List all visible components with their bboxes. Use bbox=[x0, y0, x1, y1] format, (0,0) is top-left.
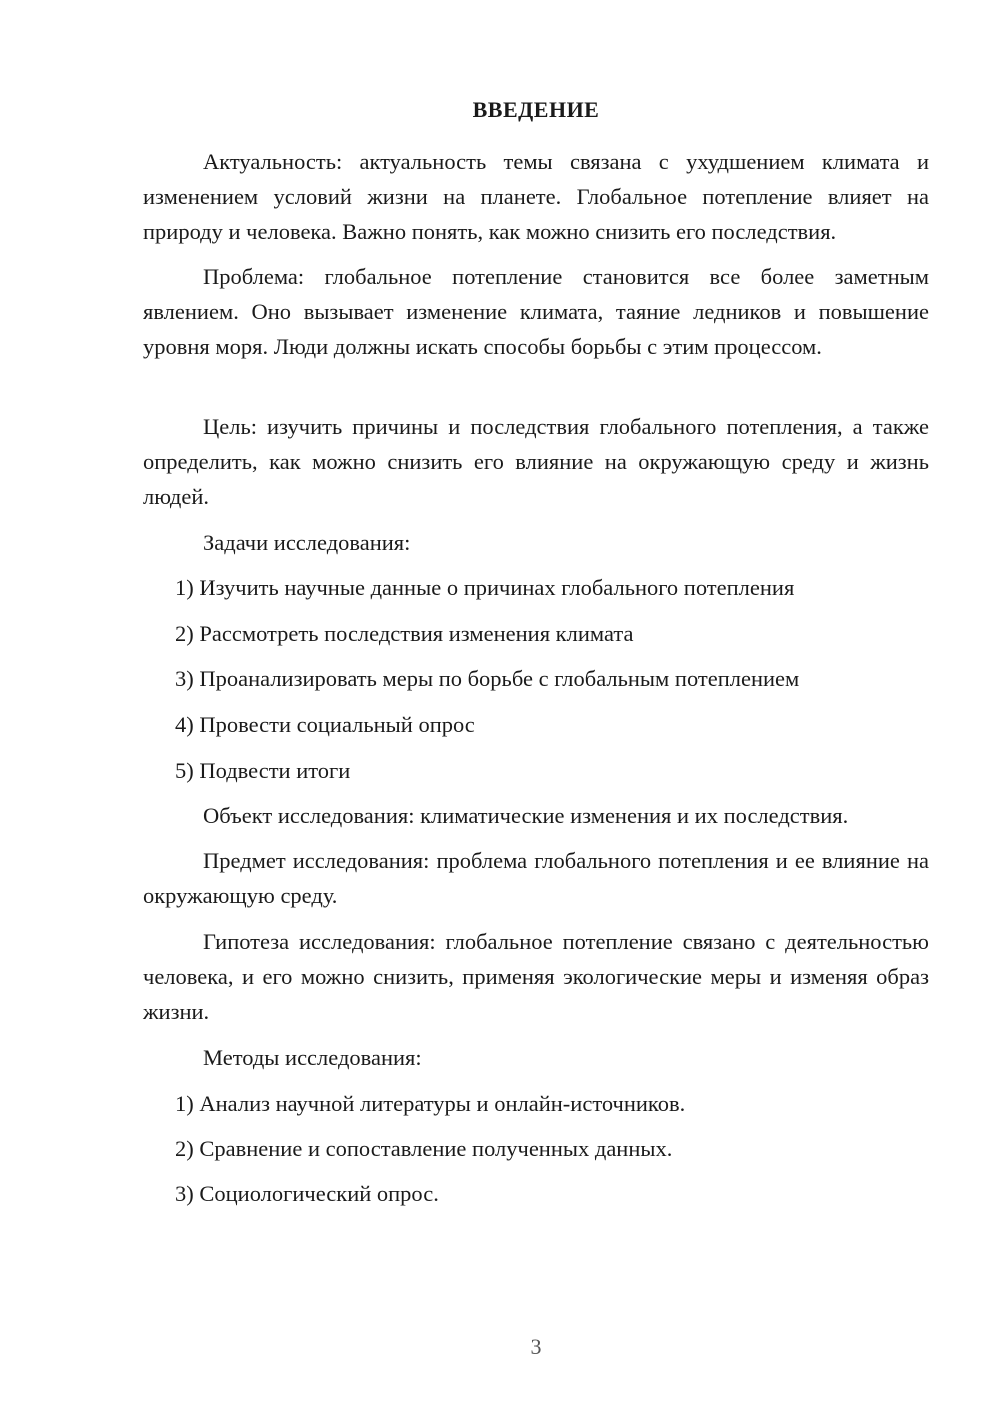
method-item: 2) Сравнение и сопоставление полученных данных. bbox=[175, 1136, 673, 1161]
methods-heading: Методы исследования: bbox=[203, 1045, 422, 1070]
hypothesis-paragraph: Гипотеза исследования: глобальное потепление связано с деятельностью человека, и его можно снизить, применяя экологические меры и изменяя образ жизни. bbox=[143, 929, 929, 1024]
object-paragraph: Объект исследования: климатические изменения и их последствия. bbox=[203, 803, 849, 828]
subject-paragraph: Предмет исследования: проблема глобального потепления и ее влияние на окружающую среду. bbox=[143, 848, 929, 908]
problem-paragraph: Проблема: глобальное потепление становится все более заметным явлением. Оно вызывает изменение климата, таяние ледников и повышение уровня моря. Люди должны искать способы борьбы с этим процессом. bbox=[143, 264, 929, 359]
page-title: ВВЕДЕНИЕ bbox=[472, 97, 600, 122]
task-item: 2) Рассмотреть последствия изменения климата bbox=[175, 621, 634, 646]
goal-paragraph: Цель: изучить причины и последствия глобального потепления, а также определить, как можно снизить его влияние на окружающую среду и жизнь людей. bbox=[143, 414, 929, 509]
method-item: 3) Социологический опрос. bbox=[175, 1181, 439, 1206]
task-item: 1) Изучить научные данные о причинах глобального потепления bbox=[175, 575, 795, 600]
page-number: 3 bbox=[530, 1334, 542, 1359]
method-item: 1) Анализ научной литературы и онлайн-источников. bbox=[175, 1091, 686, 1116]
task-item: 3) Проанализировать меры по борьбе с глобальным потеплением bbox=[175, 666, 800, 691]
tasks-heading: Задачи исследования: bbox=[203, 530, 411, 555]
task-item: 4) Провести социальный опрос bbox=[175, 712, 475, 737]
relevance-paragraph: Актуальность: актуальность темы связана с ухудшением климата и изменением условий жизни на планете. Глобальное потепление влияет на природу и человека. Важно понять, как можно снизить его последствия. bbox=[143, 149, 929, 244]
task-item: 5) Подвести итоги bbox=[175, 758, 351, 783]
